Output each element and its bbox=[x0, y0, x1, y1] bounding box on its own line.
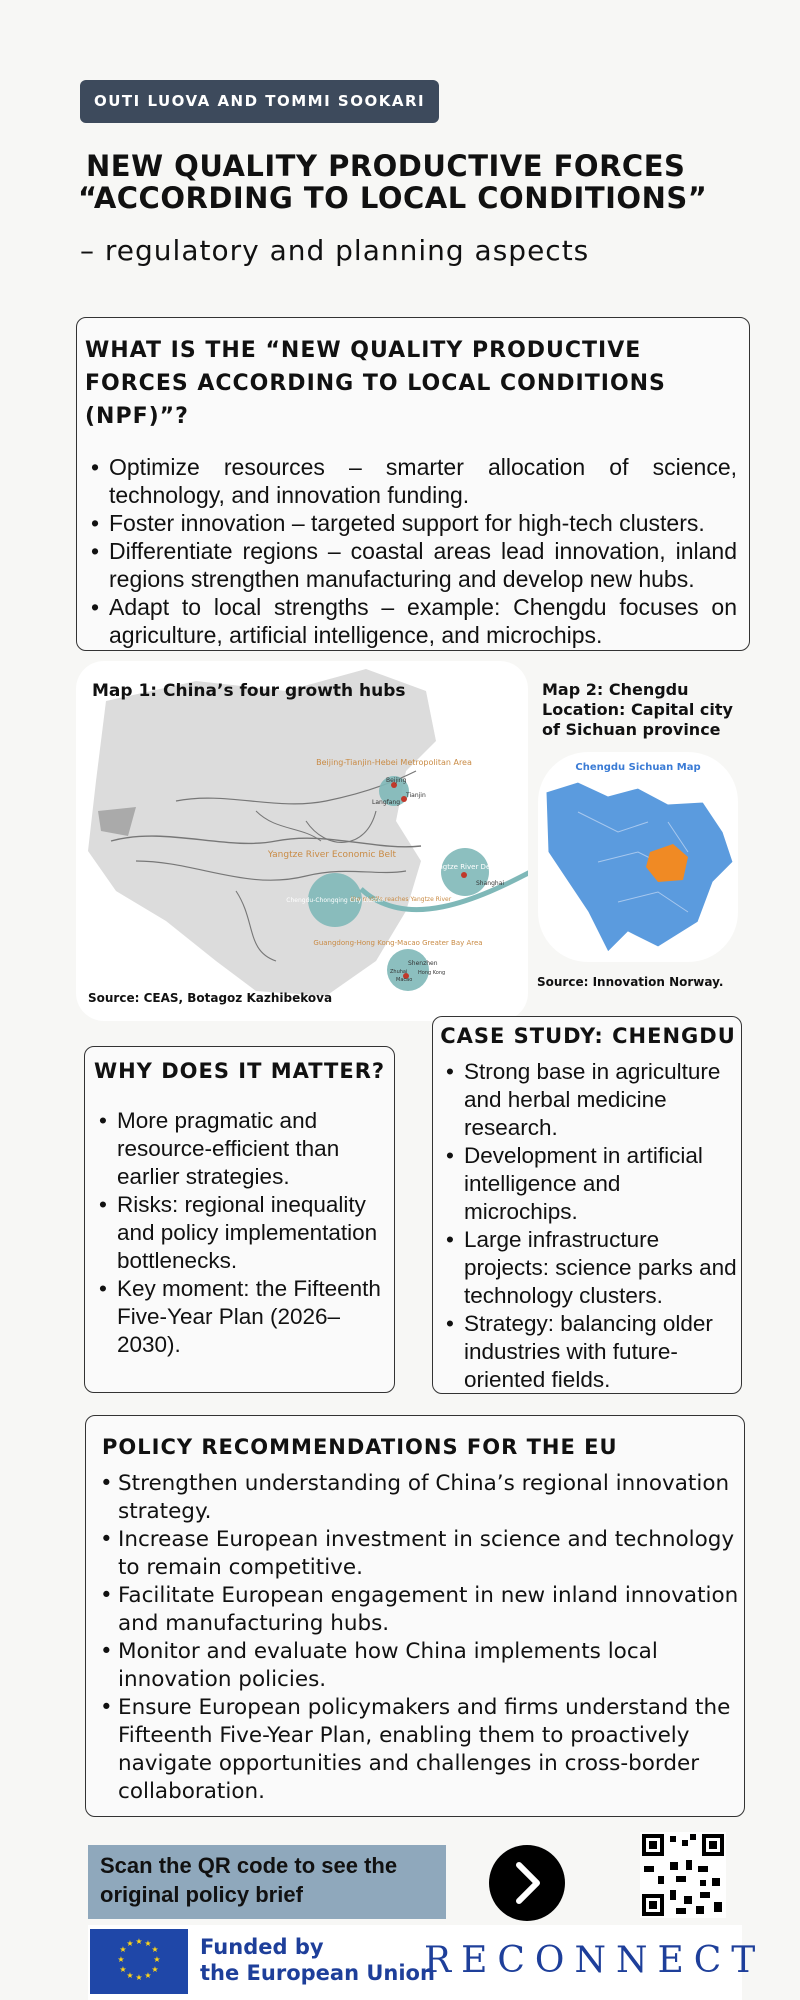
title-line-1: NEW QUALITY PRODUCTIVE FORCES bbox=[86, 149, 686, 183]
map1-title: Map 1: China’s four growth hubs bbox=[92, 681, 406, 701]
list-item: • Key moment: the Fifteenth Five-Year Plan (2026–2030). bbox=[93, 1275, 388, 1359]
label-tianjin: Tianjin bbox=[406, 792, 426, 799]
page-title bbox=[78, 150, 778, 214]
china-map-graphic bbox=[76, 661, 528, 1021]
list-item: • Increase European investment in science and technology to remain competitive. bbox=[94, 1526, 744, 1582]
eu-text-line: Funded by bbox=[200, 1935, 324, 1959]
svg-text:★: ★ bbox=[119, 1945, 127, 1954]
svg-text:★: ★ bbox=[151, 1945, 159, 1954]
npf-section bbox=[76, 317, 750, 651]
map2-caption-line: Location: Capital city bbox=[542, 700, 733, 719]
map2-caption bbox=[542, 680, 742, 740]
svg-text:★: ★ bbox=[119, 1965, 127, 1974]
label-langfang: Langfang bbox=[372, 799, 401, 806]
page-subtitle: – regulatory and planning aspects bbox=[80, 234, 590, 267]
why-list bbox=[93, 1107, 388, 1359]
list-item: • Strong base in agriculture and herbal medicine research. bbox=[440, 1058, 740, 1142]
svg-text:★: ★ bbox=[153, 1955, 161, 1964]
arrow-right-icon bbox=[489, 1845, 565, 1921]
eu-flag-icon bbox=[90, 1929, 188, 1994]
qr-code-icon[interactable] bbox=[640, 1832, 726, 1918]
label-cc: Chengdu-Chongqing City cluster bbox=[286, 897, 384, 904]
china-growth-hubs-map bbox=[76, 661, 528, 1021]
open-brief-button[interactable] bbox=[489, 1845, 565, 1921]
svg-text:★: ★ bbox=[126, 1971, 134, 1980]
label-shanghai: Shanghai bbox=[476, 880, 505, 887]
label-yreb: Yangtze River Economic Belt bbox=[267, 850, 397, 860]
label-hongkong: Hong Kong bbox=[418, 970, 446, 976]
label-gba: Guangdong-Hong Kong-Macao Greater Bay Area bbox=[313, 939, 483, 947]
svg-text:★: ★ bbox=[117, 1955, 125, 1964]
reconnect-logo: RECONNECT bbox=[424, 1940, 766, 1981]
svg-text:★: ★ bbox=[151, 1965, 159, 1974]
list-item: • Facilitate European engagement in new inland innovation and manufacturing hubs. bbox=[94, 1582, 744, 1638]
why-section bbox=[84, 1046, 395, 1393]
map1-source: Source: CEAS, Botagoz Kazhibekova bbox=[88, 991, 333, 1005]
label-beijing: Beijing bbox=[386, 777, 407, 784]
list-item: • Strategy: balancing older industries with future-oriented fields. bbox=[440, 1310, 740, 1394]
author-badge: OUTI LUOVA AND TOMMI SOOKARI bbox=[80, 80, 439, 123]
list-item: • Adapt to local strengths – example: Chengdu focuses on agriculture, artificial intelligence, and microchips. bbox=[85, 593, 737, 649]
case-list bbox=[440, 1058, 740, 1394]
sichuan-map-graphic bbox=[538, 752, 738, 962]
list-item: • Optimize resources – smarter allocation of science, technology, and innovation funding. bbox=[85, 453, 737, 509]
chengdu-map bbox=[538, 752, 738, 962]
case-heading: CASE STUDY: CHENGDU bbox=[440, 1024, 736, 1048]
label-zhuhai: Zhuhai bbox=[390, 969, 408, 975]
hub-yrd bbox=[441, 848, 489, 896]
list-item: • Ensure European policymakers and firms understand the Fifteenth Five-Year Plan, enabling them to proactively navigate opportunities and challenges in cross-border collaboration. bbox=[94, 1694, 744, 1806]
label-middle: the middle reaches Yangtze River bbox=[350, 896, 452, 903]
svg-text:★: ★ bbox=[144, 1971, 152, 1980]
map2-title: Chengdu Sichuan Map bbox=[575, 762, 701, 773]
label-bth: Beijing-Tianjin-Hebei Metropolitan Area bbox=[316, 758, 472, 767]
map2-caption-line: of Sichuan province bbox=[542, 720, 721, 739]
map2-source: Source: Innovation Norway. bbox=[537, 975, 724, 989]
list-item: • Differentiate regions – coastal areas lead innovation, inland regions strengthen manufacturing and develop new hubs. bbox=[85, 537, 737, 593]
label-macao: Macao bbox=[396, 977, 413, 983]
list-item: • Monitor and evaluate how China implements local innovation policies. bbox=[94, 1638, 744, 1694]
list-item: • Risks: regional inequality and policy implementation bottlenecks. bbox=[93, 1191, 388, 1275]
list-item: • Strengthen understanding of China’s regional innovation strategy. bbox=[94, 1470, 744, 1526]
why-heading: WHY DOES IT MATTER? bbox=[93, 1059, 386, 1083]
map2-caption-line: Map 2: Chengdu bbox=[542, 680, 689, 699]
label-shenzhen: Shenzhen bbox=[408, 960, 438, 967]
list-item: • Large infrastructure projects: science parks and technology clusters. bbox=[440, 1226, 740, 1310]
list-item: • More pragmatic and resource-efficient than earlier strategies. bbox=[93, 1107, 388, 1191]
policy-heading: POLICY RECOMMENDATIONS FOR THE EU bbox=[102, 1435, 618, 1459]
svg-text:★: ★ bbox=[135, 1973, 143, 1982]
policy-list bbox=[94, 1470, 744, 1806]
eu-flag-graphic bbox=[90, 1929, 188, 1994]
svg-text:★: ★ bbox=[135, 1937, 143, 1946]
npf-heading: WHAT IS THE “NEW QUALITY PRODUCTIVE FORCES ACCORDING TO LOCAL CONDITIONS (NPF)”? bbox=[85, 338, 666, 429]
label-yrd: Yangtze River Delta bbox=[430, 863, 500, 871]
eu-text-line: the European Union bbox=[200, 1961, 435, 1985]
npf-list bbox=[85, 453, 737, 649]
svg-text:★: ★ bbox=[126, 1939, 134, 1948]
list-item: • Development in artificial intelligence and microchips. bbox=[440, 1142, 740, 1226]
list-item: • Foster innovation – targeted support for high-tech clusters. bbox=[85, 509, 737, 537]
qr-cta-banner[interactable]: Scan the QR code to see the original policy brief bbox=[88, 1845, 446, 1919]
title-line-2: “ACCORDING TO LOCAL CONDITIONS” bbox=[78, 181, 708, 215]
eu-funding-text bbox=[200, 1934, 435, 1986]
svg-text:★: ★ bbox=[144, 1939, 152, 1948]
